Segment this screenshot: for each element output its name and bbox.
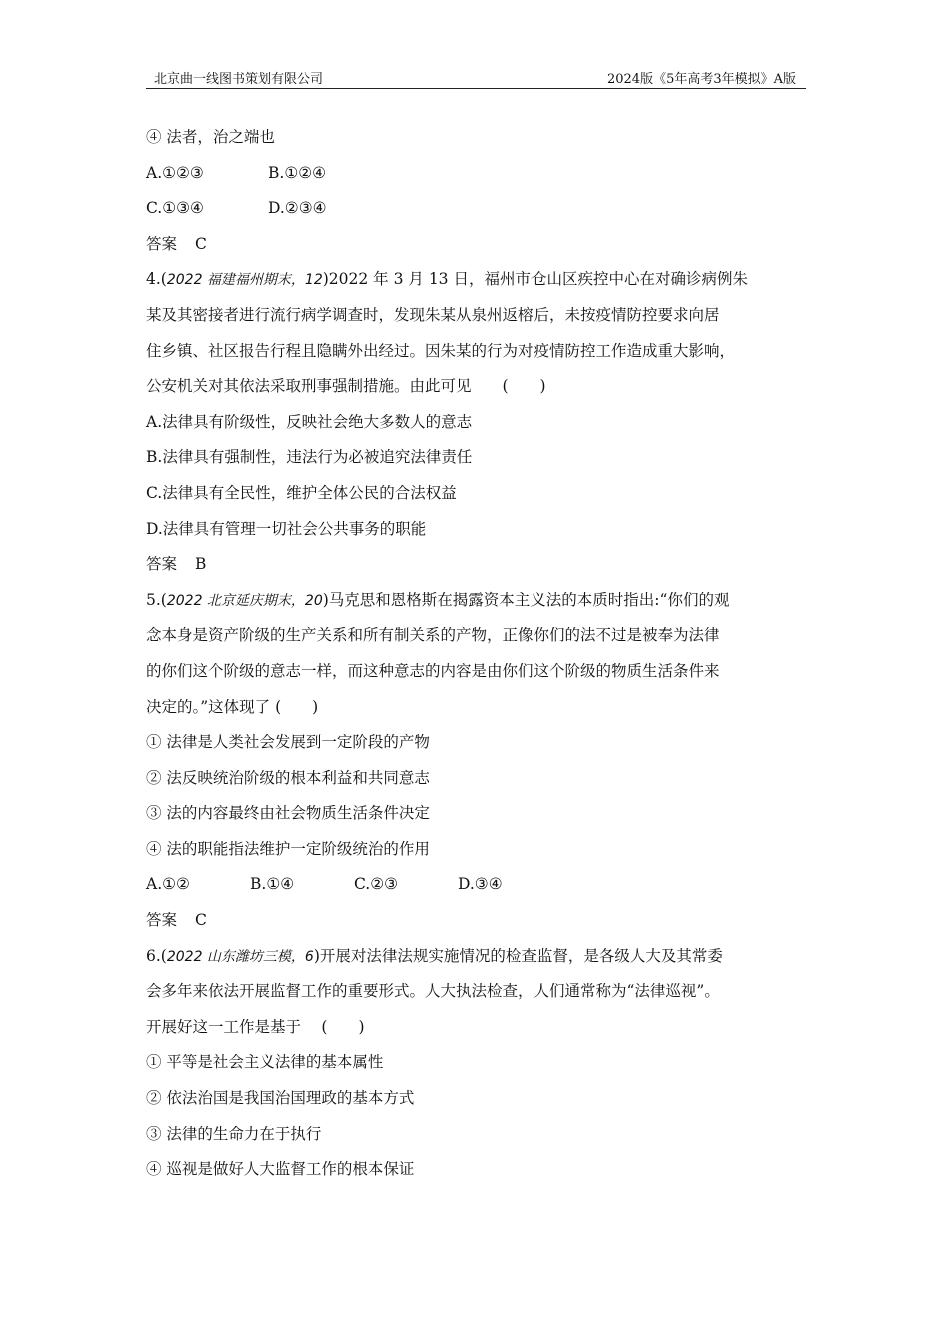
q5-item-2: ② 法反映统治阶级的根本利益和共同意志: [146, 768, 430, 787]
q5-answer: [146, 903, 810, 939]
q5-item-4: ④ 法的职能指法维护一定阶级统治的作用: [146, 839, 430, 858]
stem-text: )开展对法律法规实施情况的检查监督，是各级人大及其常委: [313, 946, 723, 965]
answer-value: B: [195, 555, 207, 574]
q5-stem-line-2: 念本身是资产阶级的生产关系和所有制关系的产物，正像你们的法不过是被奉为法律: [146, 626, 720, 645]
question-source: 2022 福建福州期末，12: [166, 272, 323, 289]
q6-item-2: ② 依法治国是我国治国理政的基本方式: [146, 1089, 415, 1108]
q6-stem-line-3: 开展好这一工作是基于 ( ): [146, 1017, 365, 1036]
answer-label: 答案: [146, 234, 178, 253]
q6-stem-line-1: [146, 939, 810, 975]
q4-stem-line-1: [146, 262, 810, 298]
q5-item-1: ① 法律是人类社会发展到一定阶段的产物: [146, 733, 430, 752]
answer-label: 答案: [146, 555, 178, 574]
q6-item-1: ① 平等是社会主义法律的基本属性: [146, 1053, 384, 1072]
page-content: [146, 120, 810, 1188]
stem-text: )马克思和恩格斯在揭露资本主义法的本质时指出:“你们的观: [322, 590, 730, 609]
answer-value: C: [195, 911, 207, 930]
question-number: 5.(: [146, 590, 167, 609]
q5-option-b: B.①④: [250, 875, 295, 894]
question-number: 6.(: [146, 946, 167, 965]
q6-item-4: ④ 巡视是做好人大监督工作的根本保证: [146, 1160, 415, 1179]
q4-stem-line-3: 住乡镇、社区报告行程且隐瞒外出经过。因朱某的行为对疫情防控工作造成重大影响，: [146, 341, 736, 360]
stem-text: )2022 年 3 月 13 日，福州市仓山区疾控中心在对确诊病例朱: [322, 270, 748, 289]
q3-item-4: ④ 法者，治之端也: [146, 128, 275, 146]
q3-option-d: D.②③④: [268, 199, 327, 218]
q4-answer: [146, 547, 810, 583]
q4-stem-line-4: 公安机关对其依法采取刑事强制措施。由此可见 ( ): [146, 377, 546, 396]
question-source: 2022 北京延庆期末，20: [166, 592, 323, 609]
q6-item-3: ③ 法律的生命力在于执行: [146, 1124, 322, 1143]
edition-title: 2024版《5年高考3年模拟》A版: [606, 72, 796, 87]
q3-option-a: A.①②③: [146, 163, 204, 182]
q5-option-c: C.②③: [354, 875, 399, 894]
question-source: 2022 山东潍坊三模，6: [166, 948, 314, 965]
page-header: [146, 66, 806, 89]
q5-options-row: [146, 867, 810, 903]
q4-option-c: C.法律具有全民性，维护全体公民的合法权益: [146, 483, 457, 502]
q5-item-3: ③ 法的内容最终由社会物质生活条件决定: [146, 804, 430, 823]
q3-options-row-1: [146, 156, 810, 192]
q3-option-c: C.①③④: [146, 199, 204, 218]
q5-stem-line-3: 的你们这个阶级的意志一样，而这种意志的内容是由你们这个阶级的物质生活条件来: [146, 661, 720, 680]
q5-stem-line-4: 决定的。”这体现了 ( ): [146, 697, 319, 716]
q4-option-a: A.法律具有阶级性，反映社会绝大多数人的意志: [146, 412, 473, 431]
q3-options-row-2: [146, 191, 810, 227]
q5-option-a: A.①②: [146, 875, 190, 894]
q3-option-b: B.①②④: [268, 163, 327, 182]
answer-label: 答案: [146, 911, 178, 930]
q4-option-d: D.法律具有管理一切社会公共事务的职能: [146, 519, 427, 538]
q5-option-d: D.③④: [458, 875, 503, 894]
answer-value: C: [195, 234, 207, 253]
q4-option-b: B.法律具有强制性，违法行为必被追究法律责任: [146, 448, 473, 467]
q3-answer: [146, 227, 810, 263]
q5-stem-line-1: [146, 583, 810, 619]
publisher-name: 北京曲一线图书策划有限公司: [154, 72, 324, 87]
question-number: 4.(: [146, 270, 167, 289]
q4-stem-line-2: 某及其密接者进行流行病学调查时，发现朱某从泉州返榕后，未按疫情防控要求向居: [146, 305, 720, 324]
q6-stem-line-2: 会多年来依法开展监督工作的重要形式。人大执法检查，人们通常称为“法律巡视”。: [146, 982, 720, 1001]
